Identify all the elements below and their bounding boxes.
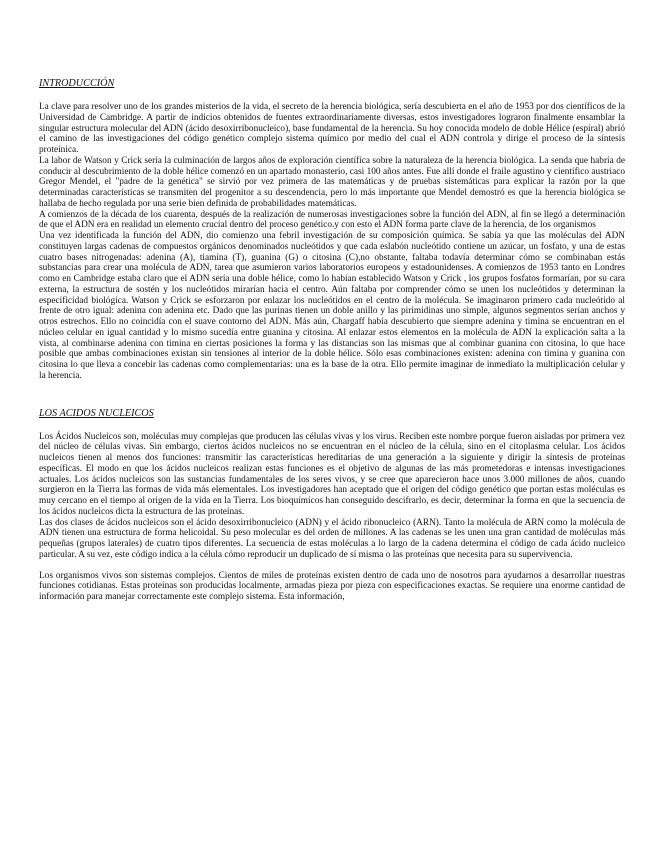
section-heading-introduccion: INTRODUCCIÓN <box>39 78 115 89</box>
intro-paragraph-2: La labor de Watson y Crick sería la culminación de largos años de exploración científica sobre la naturaleza de la herencia biológica. La senda que habría de conducir al descubrimiento de la doble hélice comenzó en un apartado monasterio, casi 100 años antes. Fue allí donde el fraile agustino y científico austriaco Gregor Mendel, el "padre de la genética" se sirvió por vez primera de las matemáticas y de pruebas sistemáticas para explicar la razón por la que determinadas características se transmiten del progenitor a su descendencia, pero lo más importante que Mendel demostró es que la herencia biológica se hallaba de hecho regulada por una serie bien definida de probabilidades matemáticas. <box>39 155 625 209</box>
nucleic-paragraph-1: Los Ácidos Nucleicos son, moléculas muy complejas que producen las células vivas y los virus. Reciben este nombre porque fueron aisladas por primera vez del núcleo de células vivas. Sin embargo, ciertos ácidos nucleicos no se encuentran en el núcleo de la célula, sino en el citoplasma celular. Los ácidos nucleicos tienen al menos dos funciones: transmitir las características hereditarias de una generación a la siguiente y dirigir la síntesis de proteínas específicas. El modo en que los ácidos nucleicos realizan estas funciones es el objetivo de algunas de las más prometedoras e intensas investigaciones actuales. Los ácidos nucleicos son las sustancias fundamentales de los seres vivos, y se cree que aparecieron hace unos 3.000 millones de años, cuando surgieron en la Tierra las formas de vida más elementales. Los investigadores han aceptado que el origen del código genético que portan estas moléculas es muy cercano en el tiempo al origen de la vida en la Tierra. Los bioquímicos han conseguido descifrarlo, es decir, determinar la forma en que la secuencia de los ácidos nucleicos dicta la estructura de las proteínas. <box>39 431 625 517</box>
intro-paragraph-3: A comienzos de la década de los cuarenta, después de la realización de numerosas investigaciones sobre la función del ADN, al fin se llegó a determinación de que el ADN era en realidad un elemento crucial dentro del proceso genético.y con esto el ADN forma parte clave de la herencia, de los organismos <box>39 209 625 231</box>
section-spacer <box>39 382 625 408</box>
paragraph-spacer <box>39 561 625 571</box>
document-body <box>39 78 625 603</box>
intro-paragraph-4: Una vez identificada la función del ADN, dio comienzo una febril investigación de su composición química. Se sabía ya que las moléculas del ADN constituyen largas cadenas de compuestos orgánicos denominados nucleótidos y que cada eslabón nucleótido contiene un azúcar, un fosfato, y una de estas cuatro bases nitrogenadas: adenina (A), tiamina (T), guanina (G) o citosina (C),no obstante, faltaba todavía determinar cómo se combinaban estás substancias para crear una molécula de ADN, tarea que asumieron varios laboratorios europeos y estadounidenses. A comienzos de 1953 tanto en Londres como en Cambridge estaba claro que el ADN sería una doble hélice, como lo habían establecido Watson y Crick , los grupos fosfatos formarían, por su cara externa, la estructura de sostén y los nucleótidos mirarían hacia el centro. Aún faltaba por comprender cómo se unen los nucleótidos y determinan la especificidad biológica. Watson y Crick se esforzaron por enlazar los nucleótidos en el centro de la molécula. Se imaginaron primero cada nucleótido al frente de otro igual: adenina con adenina etc. Dado que las purinas tienen un doble anillo y las pirimidinas uno simple, algunos segmentos serían anchos y otros estrechos. Ello no coincidía con el suave contorno del ADN. Más aún, Chargaff había descubierto que siempre adenina y timina se encuentran en el núcleo celular en igual cantidad y lo mismo sucedía entre guanina y citosina. Al enlazar estos elementos en la molécula de ADN la explicación salta a la vista, al combinarse adenina con timina en ciertas posiciones la forma y las distancias son las mismas que al combinar guanina con citosina, lo que hace posible que ambas combinaciones existan sin tensiones al interior de la doble hélice. Sólo esas combinaciones existen: adenina con timina y guanina con citosina lo que lleva a concebir las cadenas como complementarias: una es la base de la otra. Ello permite imaginar de inmediato la multiplicación celular y la herencia. <box>39 231 625 381</box>
section-heading-acidos-nucleicos: LOS ACIDOS NUCLEICOS <box>39 407 154 419</box>
nucleic-paragraph-3: Los organismos vivos son sistemas complejos. Cientos de miles de proteínas existen dentro de cada uno de nosotros para ayudarnos a desarrollar nuestras funciones cotidianas. Estas proteínas son producidas localmente, armadas pieza por pieza con especificaciones exactas. Se requiere una enorme cantidad de información para manejar correctamente este complejo sistema. Esta información, <box>39 570 625 602</box>
nucleic-paragraph-2: Las dos clases de ácidos nucleicos son el ácido desoxirribonucleico (ADN) y el ácido ribonucleico (ARN). Tanto la molécula de ARN como la molécula de ADN tienen una estructura de forma helicoidal. Su peso molecular es del orden de millones. A las cadenas se les unen una gran cantidad de moléculas más pequeñas (grupos laterales) de cuatro tipos diferentes. La secuencia de estas moléculas a lo largo de la cadena determina el código de cada ácido nucleico particular. A su vez, este código indica a la célula cómo reproducir un duplicado de sí misma o las proteínas que necesita para su supervivencia. <box>39 517 625 560</box>
intro-paragraph-1: La clave para resolver uno de los grandes misterios de la vida, el secreto de la herencia biológica, sería descubierta en el año de 1953 por dos científicos de la Universidad de Cambridge. A partir de indicios obtenidos de fuentes extraordinariamente diversas, estos investigadores lograron finalmente ensamblar la singular estructura molecular del ADN (ácido desoxirribonucleico), base fundamental de la herencia. Su hoy conocida modelo de doble Hélice (espiral) abrió el camino de las investigaciones del código genético complejo sistema químico por medio del cual el ADN controla y dirige el proceso de la síntesis proteínica. <box>39 102 625 155</box>
